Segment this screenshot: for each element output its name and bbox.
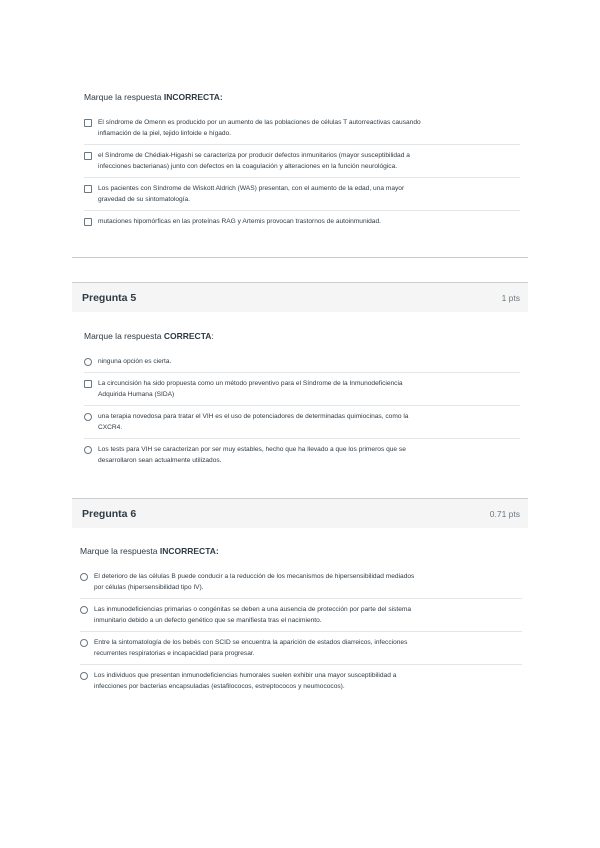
answer-option[interactable] [80, 566, 522, 599]
radio-button[interactable] [80, 672, 88, 680]
question-points: 1 pts [501, 292, 520, 303]
radio-button[interactable] [80, 606, 88, 614]
question-6-instruction: Marque la respuesta INCORRECTA: [80, 546, 219, 556]
question-4-instruction: Marque la respuesta INCORRECTA: [84, 92, 223, 102]
answer-option[interactable] [84, 112, 520, 145]
radio-button[interactable] [80, 573, 88, 581]
question-4-body [84, 92, 520, 232]
answer-text: Entre la sintomatología de los bebés con SCID se encuentra la aparición de estados diarreicos, infecciones recurrentes respiratorias e incapacidad para progresar. [94, 639, 408, 657]
radio-button[interactable] [80, 639, 88, 647]
answer-option[interactable] [84, 351, 520, 373]
radio-button[interactable] [84, 413, 92, 421]
radio-button[interactable] [84, 380, 92, 388]
answer-option[interactable] [84, 145, 520, 178]
question-points: 0.71 pts [489, 508, 520, 519]
answer-text: Los individuos que presentan inmunodeficiencias humorales suelen exhibir una mayor susceptibilidad a infecciones por bacterias encapsuladas (estafilococos, estreptococos y neumococos). [94, 672, 397, 690]
question-4-options [84, 112, 520, 232]
answer-text: mutaciones hipomórficas en las proteínas RAG y Artemis provocan trastornos de autoinmunidad. [98, 218, 381, 225]
question-5-header [72, 282, 528, 312]
radio-button[interactable] [84, 446, 92, 454]
question-5-body [84, 331, 520, 471]
question-6-header [72, 498, 528, 528]
question-5-options [84, 351, 520, 471]
answer-text: Las inmunodeficiencias primarias o congénitas se deben a una ausencia de protección por parte del sistema inmunitario debido a un defecto genético que se manifiesta tras el nacimiento. [94, 606, 412, 624]
answer-text: El síndrome de Omenn es producido por un aumento de las poblaciones de células T autorreactivas causando inflamación de la piel, tejido linfoide e hígado. [98, 119, 421, 137]
question-title: Pregunta 5 [82, 291, 137, 304]
answer-text: el Síndrome de Chédiak-Higashi se caracteriza por producir defectos inmunitarios (mayor susceptibilidad a infecciones bacterianas) junto con defectos en la coagulación y alteraciones en la función neurológica. [98, 152, 410, 170]
answer-text: una terapia novedosa para tratar el VIH es el uso de potenciadores de determinadas quimiocinas, como la CXCR4. [98, 413, 409, 431]
radio-button[interactable] [84, 185, 92, 193]
answer-option[interactable] [80, 665, 522, 697]
answer-text: ninguna opción es cierta. [98, 358, 172, 365]
question-separator [72, 257, 528, 258]
question-6-body [80, 546, 522, 697]
answer-option[interactable] [84, 211, 520, 232]
question-5-instruction: Marque la respuesta CORRECTA: [84, 331, 214, 341]
radio-button[interactable] [84, 152, 92, 160]
question-6-options [80, 566, 522, 697]
answer-option[interactable] [80, 632, 522, 665]
radio-button[interactable] [84, 119, 92, 127]
radio-button[interactable] [84, 358, 92, 366]
answer-option[interactable] [84, 373, 520, 406]
answer-text: Los pacientes con Síndrome de Wiskott Aldrich (WAS) presentan, con el aumento de la edad, una mayor gravedad de su sintomatología. [98, 185, 405, 203]
answer-option[interactable] [84, 178, 520, 211]
question-title: Pregunta 6 [82, 507, 137, 520]
answer-text: La circuncisión ha sido propuesta como un método preventivo para el Síndrome de la Inmunodeficiencia Adquirida Humana (SIDA) [98, 380, 403, 398]
radio-button[interactable] [84, 218, 92, 226]
answer-text: El deterioro de las células B puede conducir a la reducción de los mecanismos de hipersensibilidad mediados por células (hipersensibilidad tipo IV). [94, 573, 415, 591]
answer-option[interactable] [84, 406, 520, 439]
answer-option[interactable] [80, 599, 522, 632]
answer-option[interactable] [84, 439, 520, 471]
answer-text: Los tests para VIH se caracterizan por ser muy estables, hecho que ha llevado a que los primeros que se desarrollaron sean actualmente utilizados. [98, 446, 406, 464]
